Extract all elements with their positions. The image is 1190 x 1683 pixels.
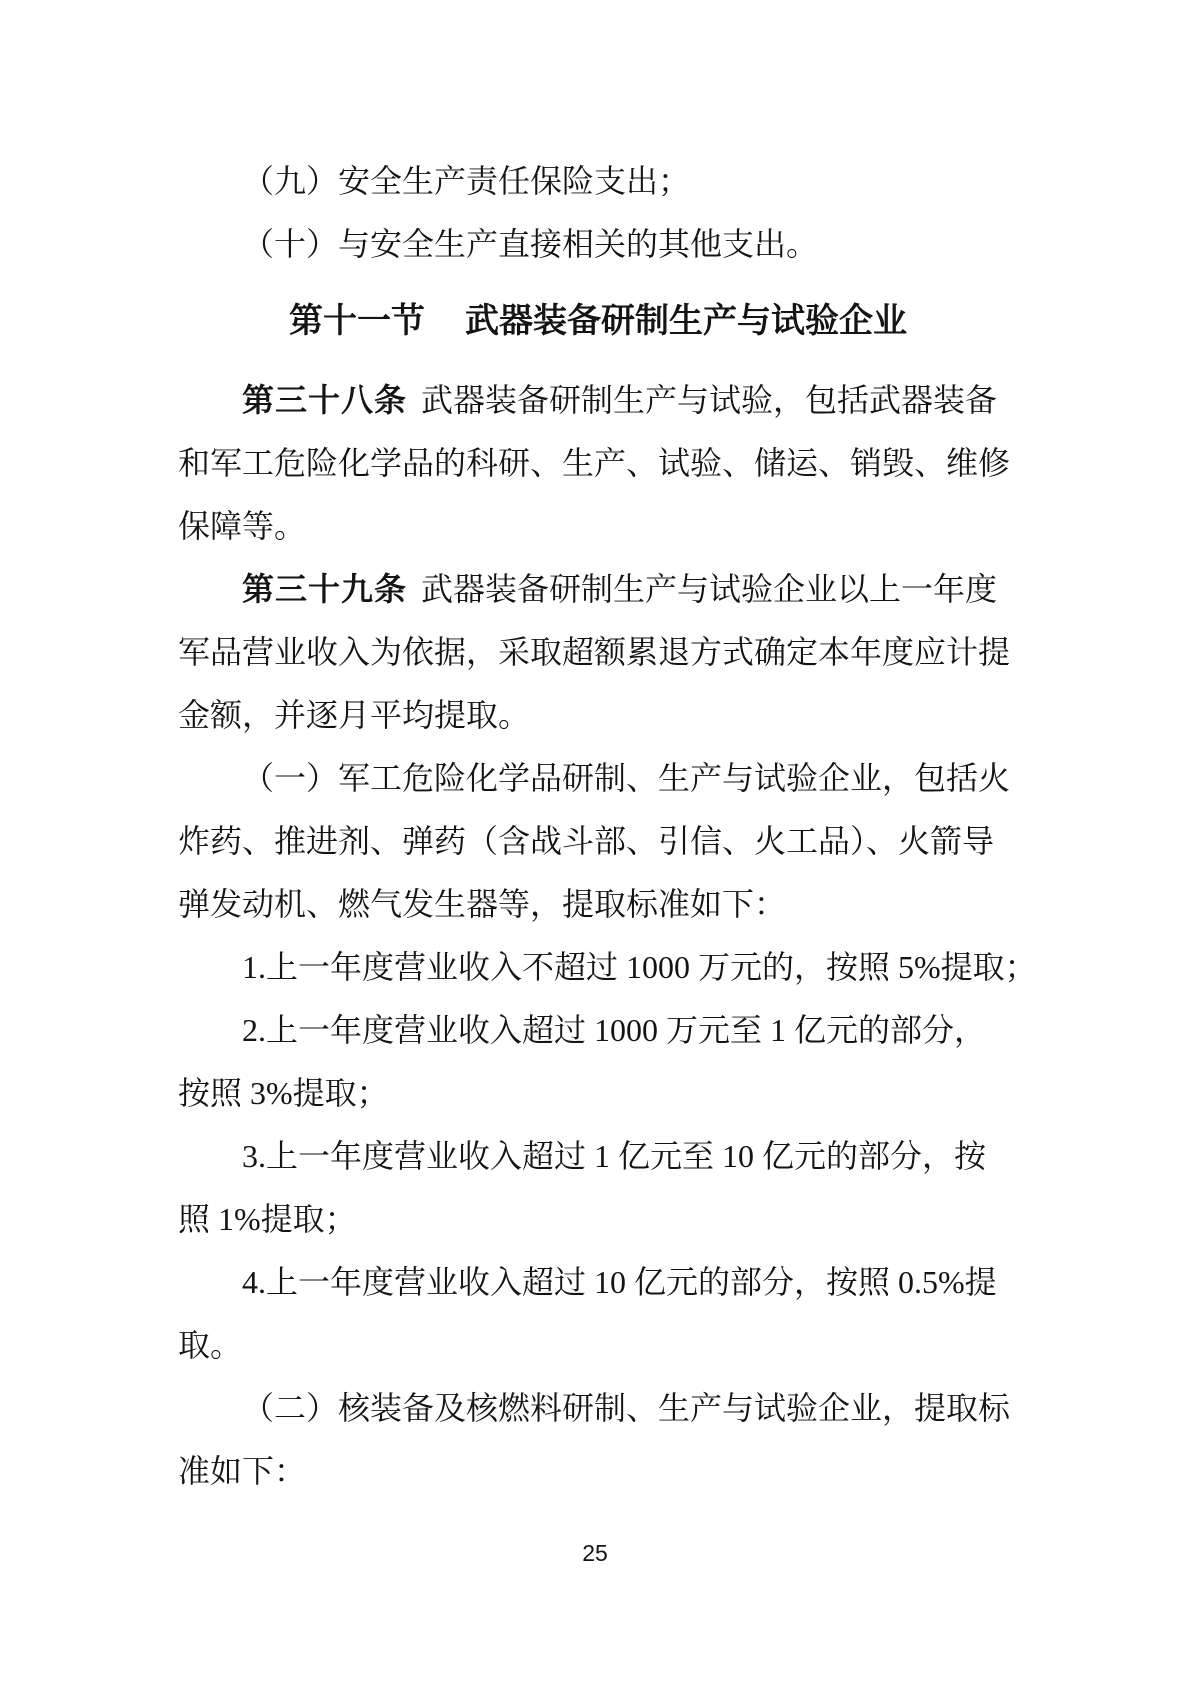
tier-3-line-2: 照 1%提取； <box>178 1201 357 1237</box>
article-38-line-2: 和军工危险化学品的科研、生产、试验、储运、销毁、维修 <box>178 445 1011 481</box>
article-39-text: 武器装备研制生产与试验企业以上一年度 <box>421 571 998 607</box>
item-1-line-2: 炸药、推进剂、弹药（含战斗部、引信、火工品）、火箭导 <box>178 823 995 859</box>
item-2-line-2: 准如下： <box>178 1453 307 1489</box>
section-title: 武器装备研制生产与试验企业 <box>465 302 907 340</box>
tier-3-line-1: 3.上一年度营业收入超过 1 亿元至 10 亿元的部分，按 <box>242 1138 987 1174</box>
article-39-line-2: 军品营业收入为依据，采取超额累退方式确定本年度应计提 <box>178 634 1011 670</box>
article-38-line-1 <box>178 369 1018 432</box>
article-38-number-label: 第三十八条 <box>242 382 408 418</box>
section-heading <box>178 290 1018 353</box>
list-item-9: （九）安全生产责任保险支出； <box>242 163 691 199</box>
item-1-line-3: 弹发动机、燃气发生器等，提取标准如下： <box>178 886 787 922</box>
item-1-line-1: （一）军工危险化学品研制、生产与试验企业，包括火 <box>242 760 1011 796</box>
section-number: 第十一节 <box>289 302 425 340</box>
tier-4-line-1: 4.上一年度营业收入超过 10 亿元的部分，按照 0.5%提 <box>242 1264 997 1300</box>
article-39-number-label: 第三十九条 <box>242 571 408 607</box>
article-38-line-3: 保障等。 <box>178 508 307 544</box>
tier-2-line-2: 按照 3%提取； <box>178 1075 389 1111</box>
article-38-text: 武器装备研制生产与试验，包括武器装备 <box>421 382 998 418</box>
item-2-line-1: （二）核装备及核燃料研制、生产与试验企业，提取标 <box>242 1390 1011 1426</box>
page-number: 25 <box>582 1540 608 1566</box>
article-39-line-1 <box>178 558 1018 621</box>
list-item-10: （十）与安全生产直接相关的其他支出。 <box>242 226 819 262</box>
article-39-line-3: 金额，并逐月平均提取。 <box>178 697 531 733</box>
document-body <box>178 150 1037 1503</box>
tier-2-line-1: 2.上一年度营业收入超过 1000 万元至 1 亿元的部分， <box>242 1012 987 1048</box>
tier-4-line-2: 取。 <box>178 1327 243 1363</box>
tier-1-line: 1.上一年度营业收入不超过 1000 万元的，按照 5%提取； <box>242 949 1037 985</box>
